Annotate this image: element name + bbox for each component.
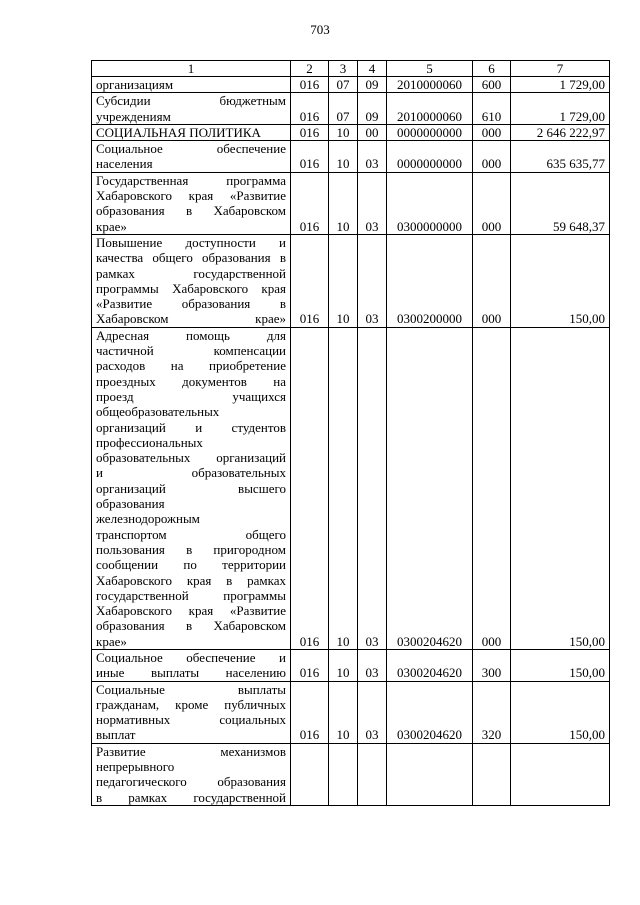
row-description xyxy=(92,172,291,234)
column-header: 4 xyxy=(358,61,387,77)
description-line: гражданам, кроме публичных xyxy=(96,696,286,712)
code-cell: 0300204620 xyxy=(387,649,473,681)
code-cell: 09 xyxy=(358,77,387,93)
amount-cell: 2 646 222,97 xyxy=(511,124,610,140)
description-line: сообщении по территории xyxy=(96,557,286,573)
code-cell: 03 xyxy=(358,234,387,327)
table-row xyxy=(92,124,610,140)
table-row xyxy=(92,234,610,327)
description-line: Хабаровского края «Развитие xyxy=(96,188,286,204)
code-cell: 016 xyxy=(291,327,329,649)
table-row xyxy=(92,77,610,93)
code-cell: 000 xyxy=(473,327,511,649)
code-cell: 320 xyxy=(473,681,511,743)
code-cell: 03 xyxy=(358,681,387,743)
description-line: профессиональных xyxy=(96,434,203,450)
column-header: 1 xyxy=(92,61,291,77)
code-cell: 000 xyxy=(473,124,511,140)
amount-cell: 1 729,00 xyxy=(511,77,610,93)
description-line: Развитие механизмов xyxy=(96,743,286,759)
code-cell xyxy=(473,743,511,805)
description-line: организаций высшего xyxy=(96,480,286,496)
code-cell: 03 xyxy=(358,327,387,649)
description-line: и образовательных xyxy=(96,465,286,481)
description-line: государственной программы xyxy=(96,587,286,603)
column-header: 2 xyxy=(291,61,329,77)
amount-cell: 59 648,37 xyxy=(511,172,610,234)
code-cell: 00 xyxy=(358,124,387,140)
code-cell: 10 xyxy=(329,681,358,743)
description-line: Хабаровском крае» xyxy=(96,311,286,327)
code-cell: 016 xyxy=(291,649,329,681)
column-header: 5 xyxy=(387,61,473,77)
description-line: в рамках государственной xyxy=(96,789,286,805)
code-cell: 000 xyxy=(473,234,511,327)
code-cell: 10 xyxy=(329,124,358,140)
code-cell: 0000000000 xyxy=(387,124,473,140)
row-description xyxy=(92,681,291,743)
description-line: СОЦИАЛЬНАЯ ПОЛИТИКА xyxy=(96,124,261,140)
code-cell: 03 xyxy=(358,172,387,234)
description-line: качества общего образования в xyxy=(96,250,286,266)
code-cell: 016 xyxy=(291,141,329,173)
table-row xyxy=(92,141,610,173)
row-description xyxy=(92,743,291,805)
code-cell: 10 xyxy=(329,327,358,649)
code-cell: 016 xyxy=(291,234,329,327)
header-row xyxy=(92,61,610,77)
description-line: рамках государственной xyxy=(96,265,286,281)
description-line: образования в Хабаровском xyxy=(96,618,286,634)
row-description xyxy=(92,327,291,649)
description-line: Государственная программа xyxy=(96,172,286,188)
description-line: организаций и студентов xyxy=(96,419,286,435)
code-cell: 0300200000 xyxy=(387,234,473,327)
budget-table xyxy=(91,60,610,806)
table-row xyxy=(92,649,610,681)
description-line: крае» xyxy=(96,218,127,234)
code-cell: 10 xyxy=(329,649,358,681)
table-row xyxy=(92,743,610,805)
table-row xyxy=(92,327,610,649)
description-line: пользования в пригородном xyxy=(96,541,286,557)
code-cell xyxy=(387,743,473,805)
code-cell: 03 xyxy=(358,141,387,173)
table-body xyxy=(92,77,610,806)
code-cell: 016 xyxy=(291,124,329,140)
amount-cell: 150,00 xyxy=(511,327,610,649)
code-cell: 2010000060 xyxy=(387,77,473,93)
description-line: образовательных организаций xyxy=(96,450,286,466)
description-line: проездных документов на xyxy=(96,373,286,389)
column-header: 7 xyxy=(511,61,610,77)
description-line: частичной компенсации xyxy=(96,343,286,359)
row-description xyxy=(92,124,291,140)
description-line: железнодорожным xyxy=(96,511,200,527)
description-line: общеобразовательных xyxy=(96,404,220,420)
description-line: образования xyxy=(96,496,165,512)
amount-cell xyxy=(511,743,610,805)
code-cell: 016 xyxy=(291,681,329,743)
description-line: Социальное обеспечение и xyxy=(96,649,286,665)
description-line: транспортом общего xyxy=(96,526,286,542)
description-line: населения xyxy=(96,156,153,172)
description-line: выплат xyxy=(96,727,136,743)
table-row xyxy=(92,172,610,234)
code-cell: 10 xyxy=(329,234,358,327)
description-line: Адресная помощь для xyxy=(96,327,286,343)
description-line: проезд учащихся xyxy=(96,388,286,404)
code-cell: 300 xyxy=(473,649,511,681)
description-line: непрерывного xyxy=(96,759,175,775)
code-cell: 07 xyxy=(329,77,358,93)
code-cell: 07 xyxy=(329,93,358,125)
description-line: программы Хабаровского края xyxy=(96,280,286,296)
amount-cell: 635 635,77 xyxy=(511,141,610,173)
column-header: 3 xyxy=(329,61,358,77)
code-cell xyxy=(329,743,358,805)
code-cell: 0300204620 xyxy=(387,681,473,743)
code-cell: 10 xyxy=(329,172,358,234)
code-cell: 09 xyxy=(358,93,387,125)
row-description xyxy=(92,649,291,681)
description-line: нормативных социальных xyxy=(96,712,286,728)
amount-cell: 150,00 xyxy=(511,234,610,327)
row-description xyxy=(92,141,291,173)
code-cell: 03 xyxy=(358,649,387,681)
description-line: учреждениям xyxy=(96,108,171,124)
code-cell: 0300204620 xyxy=(387,327,473,649)
description-line: Хабаровского края в рамках xyxy=(96,572,286,588)
amount-cell: 150,00 xyxy=(511,649,610,681)
description-line: организациям xyxy=(96,77,174,92)
column-header: 6 xyxy=(473,61,511,77)
code-cell: 0000000000 xyxy=(387,141,473,173)
page-number: 703 xyxy=(310,22,330,37)
description-line: Повышение доступности и xyxy=(96,234,286,250)
table-row xyxy=(92,681,610,743)
description-line: расходов на приобретение xyxy=(96,358,286,374)
code-cell: 016 xyxy=(291,172,329,234)
row-description xyxy=(92,93,291,125)
description-line: Хабаровского края «Развитие xyxy=(96,603,286,619)
code-cell: 600 xyxy=(473,77,511,93)
code-cell: 000 xyxy=(473,172,511,234)
code-cell: 610 xyxy=(473,93,511,125)
code-cell: 0300000000 xyxy=(387,172,473,234)
description-line: Социальное обеспечение xyxy=(96,141,286,157)
code-cell: 016 xyxy=(291,93,329,125)
description-line: «Развитие образования в xyxy=(96,296,286,312)
description-line: педагогического образования xyxy=(96,774,286,790)
row-description xyxy=(92,234,291,327)
description-line: Социальные выплаты xyxy=(96,681,286,697)
table-row xyxy=(92,93,610,125)
code-cell: 000 xyxy=(473,141,511,173)
code-cell: 10 xyxy=(329,141,358,173)
amount-cell: 1 729,00 xyxy=(511,93,610,125)
description-line: образования в Хабаровском xyxy=(96,203,286,219)
code-cell xyxy=(358,743,387,805)
description-line: иные выплаты населению xyxy=(96,665,286,681)
code-cell: 016 xyxy=(291,77,329,93)
description-line: Субсидии бюджетным xyxy=(96,93,286,109)
code-cell: 2010000060 xyxy=(387,93,473,125)
amount-cell: 150,00 xyxy=(511,681,610,743)
description-line: крае» xyxy=(96,633,127,649)
code-cell xyxy=(291,743,329,805)
row-description xyxy=(92,77,291,93)
